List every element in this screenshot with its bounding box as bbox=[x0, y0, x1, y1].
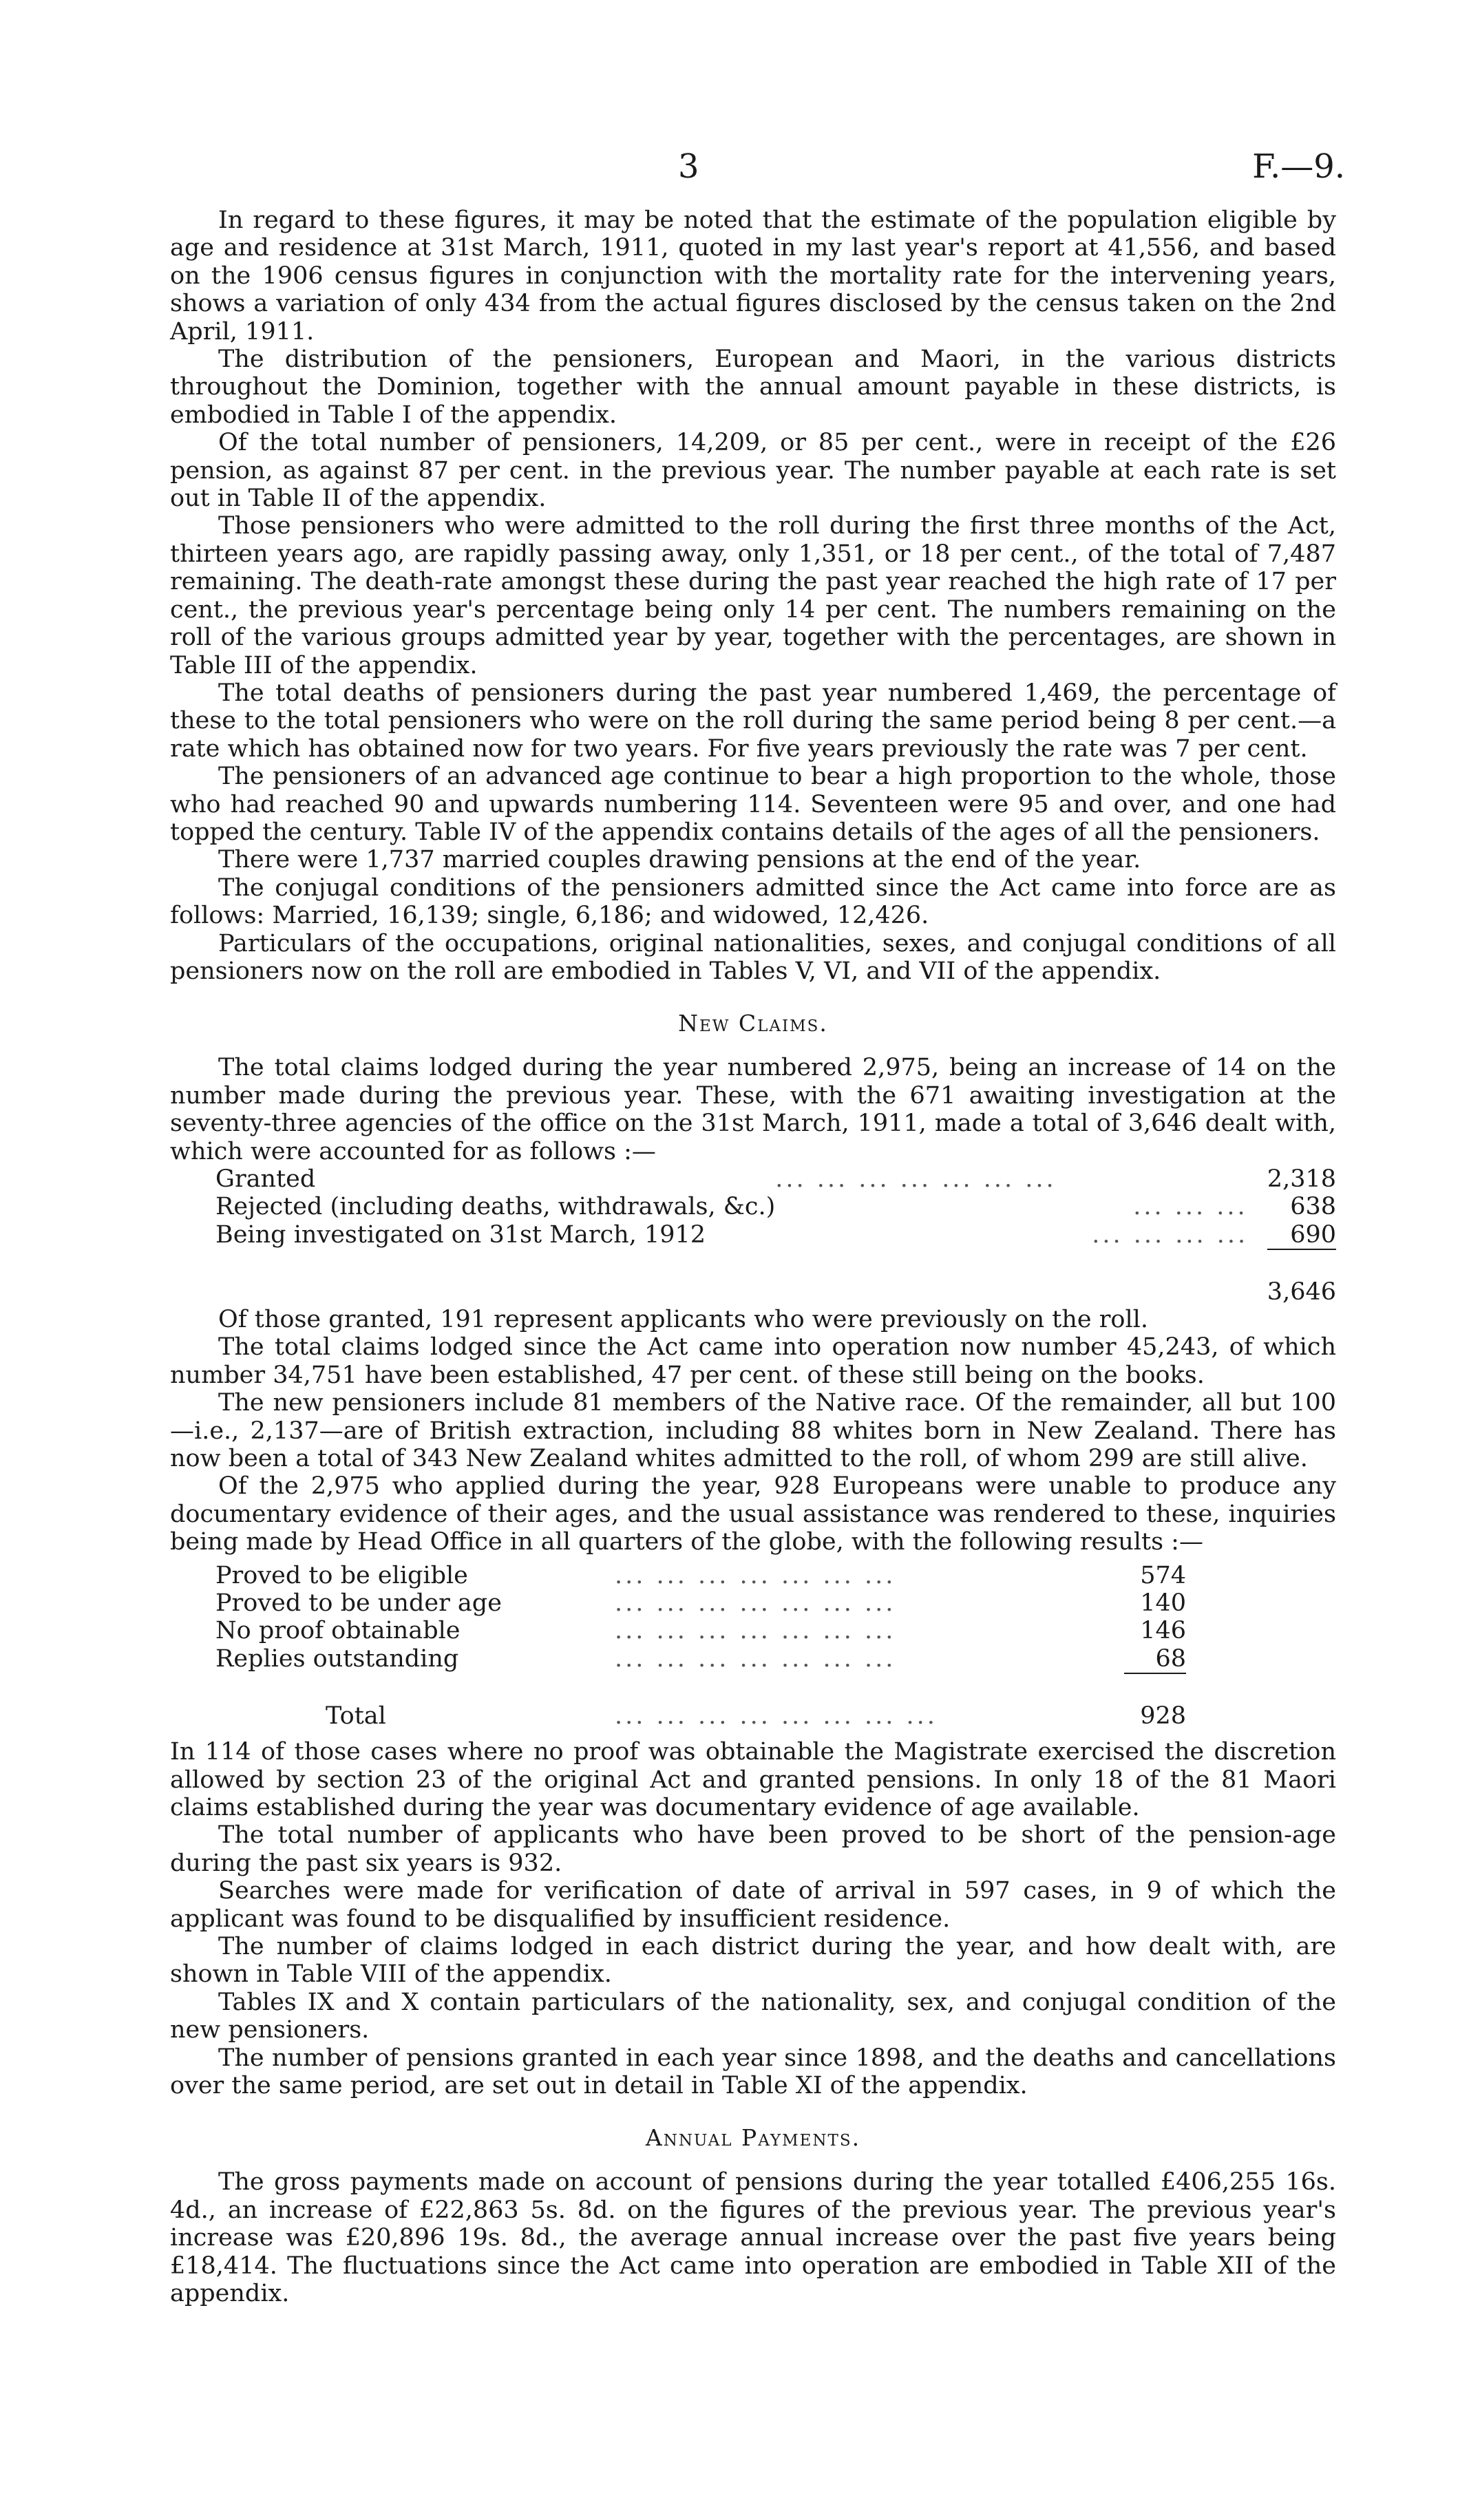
paragraph: The total number of applicants who have been proved to be short of the pension-age during the past six years is 932. bbox=[170, 1821, 1336, 1877]
paragraph: Those pensioners who were admitted to the roll during the first three months of the Act, thirteen years ago, are rapidly passing away, only 1,351, or 18 per cent., of the total of 7,487 remaining. The death-rate amongst these during the past year reached the high rate of 17 per cent., the previous year's percentage being only 14 per cent. The numbers remaining on the roll of the various groups admitted year by year, together with the percentages, are shown in Table III of the appendix. bbox=[170, 512, 1336, 679]
row-label: Granted bbox=[215, 1165, 316, 1193]
row-value: 690 bbox=[1290, 1220, 1336, 1249]
paragraph: The total claims lodged during the year numbered 2,975, being an increase of 14 on the number made during the previous year. These, with the 671 awaiting investigation at the seventy-three agencies of the office on the 31st March, 1911, made a total of 3,646 dealt with, which were accounted for as follows :— bbox=[170, 1054, 1336, 1165]
paragraph: There were 1,737 married couples drawing pensions at the end of the year. bbox=[218, 846, 1141, 874]
leader-dots: ... ... ... ... ... ... ... bbox=[615, 1645, 896, 1673]
leader-dots: ... ... ... bbox=[1133, 1193, 1248, 1221]
total-label: Total bbox=[326, 1702, 386, 1730]
row-value: 140 bbox=[1140, 1589, 1186, 1618]
row-label: Proved to be under age bbox=[215, 1589, 502, 1618]
paragraph: The gross payments made on account of pensions during the year totalled £406,255 16s. 4d., an increase of £22,863 5s. 8d. on the figures of the previous year. The previous year's increase was £20,896 19s. 8d., the average annual increase over the past five years being £18,414. The fluctuations since the Act came into operation are embodied in Table XII of the appendix. bbox=[170, 2168, 1336, 2307]
paragraph: Of those granted, 191 represent applicants who were previously on the roll. bbox=[218, 1306, 1149, 1334]
leader-dots: ... ... ... ... ... ... ... bbox=[775, 1165, 1057, 1193]
row-value: 574 bbox=[1140, 1561, 1186, 1589]
document-body bbox=[170, 207, 1336, 2307]
row-label: Rejected (including deaths, withdrawals, &c.) bbox=[215, 1193, 776, 1221]
age-inquiry-results-table bbox=[215, 1562, 1186, 1730]
row-label: Proved to be eligible bbox=[215, 1561, 468, 1589]
accounts-total: 3,646 bbox=[1267, 1278, 1336, 1306]
row-value: 2,318 bbox=[1267, 1165, 1336, 1193]
row-label: No proof obtainable bbox=[215, 1617, 461, 1645]
paragraph: Tables IX and X contain particulars of the nationality, sex, and conjugal condition of the new pensioners. bbox=[170, 1988, 1336, 2044]
claims-accounts-table bbox=[215, 1165, 1336, 1306]
paragraph: In regard to these figures, it may be noted that the estimate of the population eligible by age and residence at 31st March, 1911, quoted in my last year's report at 41,556, and based on the 1906 census figures in conjunction with the mortality rate for the intervening years, shows a variation of only 434 from the actual figures disclosed by the census taken on the 2nd April, 1911. bbox=[170, 207, 1336, 346]
results-total: 928 bbox=[1140, 1702, 1186, 1730]
paragraph: The total claims lodged since the Act came into operation now number 45,243, of which number 34,751 have been established, 47 per cent. of these still being on the books. bbox=[170, 1333, 1336, 1389]
paragraph: The total deaths of pensioners during the past year numbered 1,469, the percentage of these to the total pensioners who were on the roll during the same period being 8 per cent.—a rate which has obtained now for two years. For five years previously the rate was 7 per cent. bbox=[170, 679, 1336, 763]
paragraph: The distribution of the pensioners, European and Maori, in the various districts throughout the Dominion, together with the annual amount payable in these districts, is embodied in Table I of the appendix. bbox=[170, 346, 1336, 429]
table-row bbox=[215, 1702, 1186, 1730]
leader-dots: ... ... ... ... ... ... ... bbox=[615, 1617, 896, 1645]
table-row bbox=[215, 1645, 1186, 1673]
table-row bbox=[215, 1165, 1336, 1193]
table-row bbox=[215, 1589, 1186, 1617]
row-label: Replies outstanding bbox=[215, 1645, 459, 1673]
leader-dots: ... ... ... ... bbox=[1092, 1221, 1249, 1249]
row-label: Being investigated on 31st March, 1912 bbox=[215, 1221, 706, 1249]
table-row bbox=[215, 1193, 1336, 1220]
paragraph: Of the total number of pensioners, 14,209, or 85 per cent., were in receipt of the £26 pension, as against 87 per cent. in the previous year. The number payable at each rate is set out in Table II of the appendix. bbox=[170, 429, 1336, 513]
paragraph: Searches were made for verification of date of arrival in 597 cases, in 9 of which the applicant was found to be disqualified by insufficient residence. bbox=[170, 1877, 1336, 1933]
paragraph: The conjugal conditions of the pensioners admitted since the Act came into force are as follows: Married, 16,139; single, 6,186; and widowed, 12,426. bbox=[170, 873, 1336, 930]
page-header bbox=[0, 147, 1480, 189]
leader-dots: ... ... ... ... ... ... ... bbox=[615, 1589, 896, 1618]
paragraph: Particulars of the occupations, original nationalities, sexes, and conjugal conditions of all pensioners now on the roll are embodied in Tables V, VI, and VII of the appendix. bbox=[170, 929, 1336, 985]
paragraph: In 114 of those cases where no proof was obtainable the Magistrate exercised the discretion allowed by section 23 of the original Act and granted pensions. In only 18 of the 81 Maori claims established during the year was documentary evidence of age available. bbox=[170, 1738, 1336, 1821]
paragraph: Of the 2,975 who applied during the year, 928 Europeans were unable to produce any documentary evidence of their ages, and the usual assistance was rendered to these, inquiries being made by Head Office in all quarters of the globe, with the following results :— bbox=[170, 1472, 1336, 1556]
table-row bbox=[215, 1221, 1336, 1249]
paragraph: The number of claims lodged in each district during the year, and how dealt with, are shown in Table VIII of the appendix. bbox=[170, 1932, 1336, 1989]
paragraph: The new pensioners include 81 members of the Native race. Of the remainder, all but 100—i.e., 2,137—are of British extraction, including 88 whites born in New Zealand. There has now been a total of 343 New Zealand whites admitted to the roll, of whom 299 are still alive. bbox=[170, 1389, 1336, 1473]
section-heading-new-claims: New Claims. bbox=[678, 1010, 828, 1037]
paragraph: The number of pensions granted in each year since 1898, and the deaths and cancellations over the same period, are set out in detail in Table XI of the appendix. bbox=[170, 2044, 1336, 2099]
leader-dots: ... ... ... ... ... ... ... bbox=[615, 1561, 896, 1589]
row-value: 68 bbox=[1155, 1644, 1186, 1673]
table-row bbox=[215, 1278, 1336, 1306]
leader-dots: ... ... ... ... ... ... ... ... bbox=[615, 1702, 938, 1730]
row-value: 638 bbox=[1290, 1193, 1336, 1221]
page-number: 3 bbox=[678, 147, 699, 186]
paragraph: The pensioners of an advanced age continue to bear a high proportion to the whole, those who had reached 90 and upwards numbering 114. Seventeen were 95 and over, and one had topped the century. Table IV of the appendix contains details of the ages of all the pensioners. bbox=[170, 763, 1336, 846]
table-row bbox=[215, 1617, 1186, 1644]
report-reference: F.—9. bbox=[1252, 147, 1345, 186]
row-value: 146 bbox=[1140, 1617, 1186, 1645]
section-heading-annual-payments: Annual Payments. bbox=[645, 2124, 861, 2152]
table-row bbox=[215, 1562, 1186, 1589]
